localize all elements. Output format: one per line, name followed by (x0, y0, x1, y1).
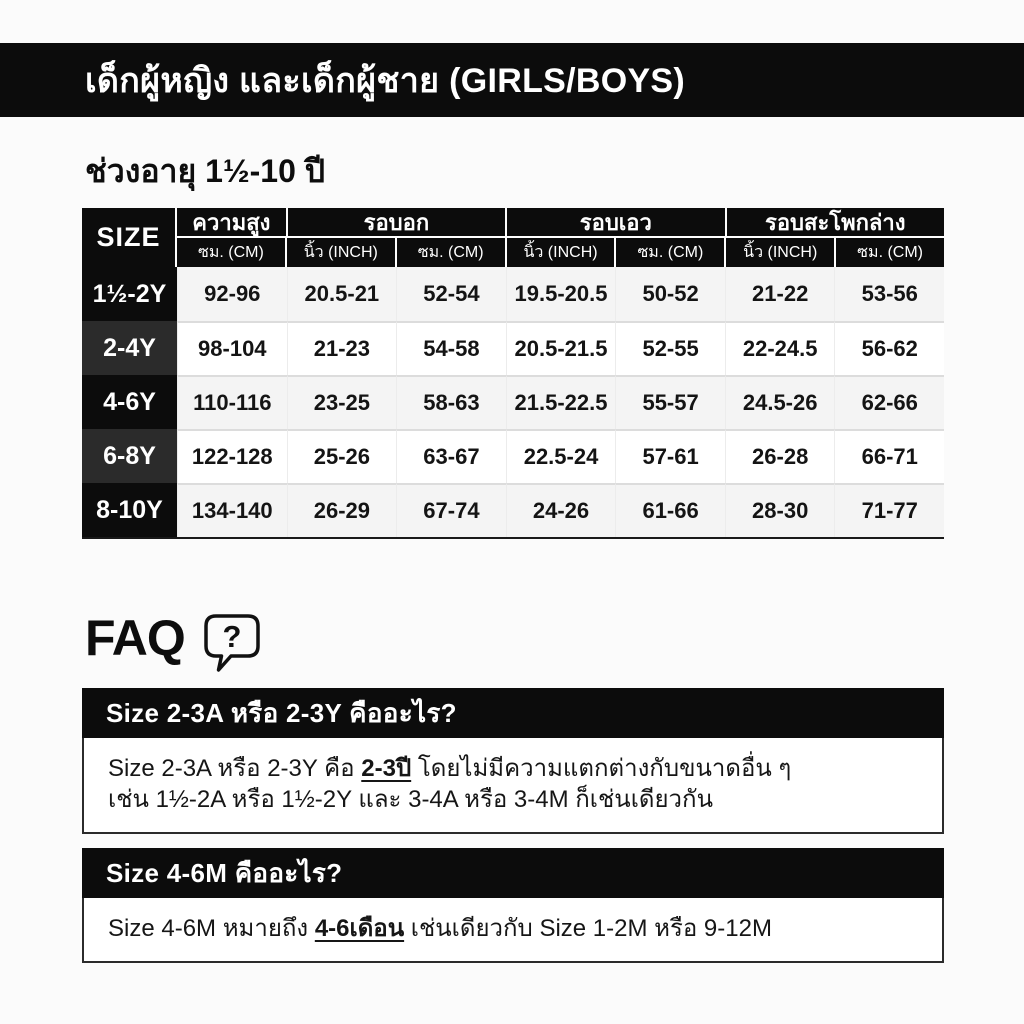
size-row-label: 8-10Y (82, 483, 177, 537)
measurement-value: 71-77 (834, 483, 944, 537)
measurement-value: 134-140 (177, 483, 287, 537)
title-bar (0, 43, 1024, 117)
faq-item (82, 848, 944, 963)
age-range-subtitle: ช่วงอายุ 1½-10 ปี (85, 153, 326, 189)
faq-heading: FAQ (85, 610, 185, 666)
measurement-value: 23-25 (287, 375, 397, 429)
table-row (82, 429, 944, 483)
unit-header: ซม. (CM) (616, 238, 726, 267)
size-row-label: 4-6Y (82, 375, 177, 429)
measurement-value: 52-54 (396, 267, 506, 321)
measurement-value: 122-128 (177, 429, 287, 483)
measurement-value: 28-30 (725, 483, 835, 537)
svg-text:?: ? (222, 619, 242, 654)
unit-header: ซม. (CM) (177, 238, 287, 267)
measurement-value: 22-24.5 (725, 321, 835, 375)
faq-items (82, 688, 944, 963)
measurement-value: 24.5-26 (725, 375, 835, 429)
measurement-value: 20.5-21.5 (506, 321, 616, 375)
table-body (82, 267, 944, 537)
column-group-height: ความสูง (177, 208, 288, 238)
unit-header: ซม. (CM) (397, 238, 507, 267)
unit-header: นิ้ว (INCH) (726, 238, 836, 267)
faq-answer-line: เช่น 1½-2A หรือ 1½-2Y และ 3-4A หรือ 3-4M ก็เช่นเดียวกัน (108, 786, 713, 813)
table-row (82, 321, 944, 375)
measurement-value: 66-71 (834, 429, 944, 483)
table-row (82, 483, 944, 537)
measurement-value: 21-22 (725, 267, 835, 321)
column-group-chest: รอบอก (288, 208, 507, 238)
measurement-value: 110-116 (177, 375, 287, 429)
measurement-value: 67-74 (396, 483, 506, 537)
unit-header: ซม. (CM) (836, 238, 944, 267)
faq-answer-line: Size 4-6M หมายถึง 4-6เดือน เช่นเดียวกับ Size 1-2M หรือ 9-12M (108, 915, 772, 942)
measurement-value: 63-67 (396, 429, 506, 483)
measurement-value: 54-58 (396, 321, 506, 375)
group-header-row (177, 208, 944, 238)
measurement-value: 26-29 (287, 483, 397, 537)
size-row-label: 6-8Y (82, 429, 177, 483)
measurement-value: 57-61 (615, 429, 725, 483)
measurement-value: 19.5-20.5 (506, 267, 616, 321)
unit-header: นิ้ว (INCH) (507, 238, 617, 267)
question-bubble-icon (201, 612, 263, 674)
measurement-value: 21-23 (287, 321, 397, 375)
measurement-value: 22.5-24 (506, 429, 616, 483)
unit-header: นิ้ว (INCH) (287, 238, 397, 267)
measurement-value: 92-96 (177, 267, 287, 321)
size-row-label: 2-4Y (82, 321, 177, 375)
measurement-value: 98-104 (177, 321, 287, 375)
measurement-value: 21.5-22.5 (506, 375, 616, 429)
size-column-header: SIZE (82, 208, 177, 267)
faq-heading-row (85, 610, 944, 674)
measurement-value: 52-55 (615, 321, 725, 375)
faq-item (82, 688, 944, 834)
column-group-lower-hip: รอบสะโพกล่าง (727, 208, 944, 238)
faq-section (82, 610, 944, 977)
unit-header-row (177, 238, 944, 267)
measurement-value: 56-62 (834, 321, 944, 375)
measurement-value: 24-26 (506, 483, 616, 537)
measurement-value: 53-56 (834, 267, 944, 321)
measurement-value: 20.5-21 (287, 267, 397, 321)
table-row (82, 267, 944, 321)
table-row (82, 375, 944, 429)
faq-question: Size 4-6M คืออะไร? (82, 848, 944, 898)
measurement-value: 58-63 (396, 375, 506, 429)
measurement-value: 61-66 (615, 483, 725, 537)
faq-answer (82, 898, 944, 963)
size-row-label: 1½-2Y (82, 267, 177, 321)
faq-answer (82, 738, 944, 834)
measurement-value: 25-26 (287, 429, 397, 483)
measurement-value: 62-66 (834, 375, 944, 429)
measurement-value: 50-52 (615, 267, 725, 321)
column-group-waist: รอบเอว (507, 208, 726, 238)
table-header (82, 208, 944, 267)
faq-answer-line: Size 2-3A หรือ 2-3Y คือ 2-3ปี โดยไม่มีความแตกต่างกับขนาดอื่น ๆ (108, 755, 792, 782)
faq-question: Size 2-3A หรือ 2-3Y คืออะไร? (82, 688, 944, 738)
measurement-value: 55-57 (615, 375, 725, 429)
measurement-value: 26-28 (725, 429, 835, 483)
size-table (82, 208, 944, 539)
page-title: เด็กผู้หญิง และเด็กผู้ชาย (GIRLS/BOYS) (85, 62, 686, 100)
